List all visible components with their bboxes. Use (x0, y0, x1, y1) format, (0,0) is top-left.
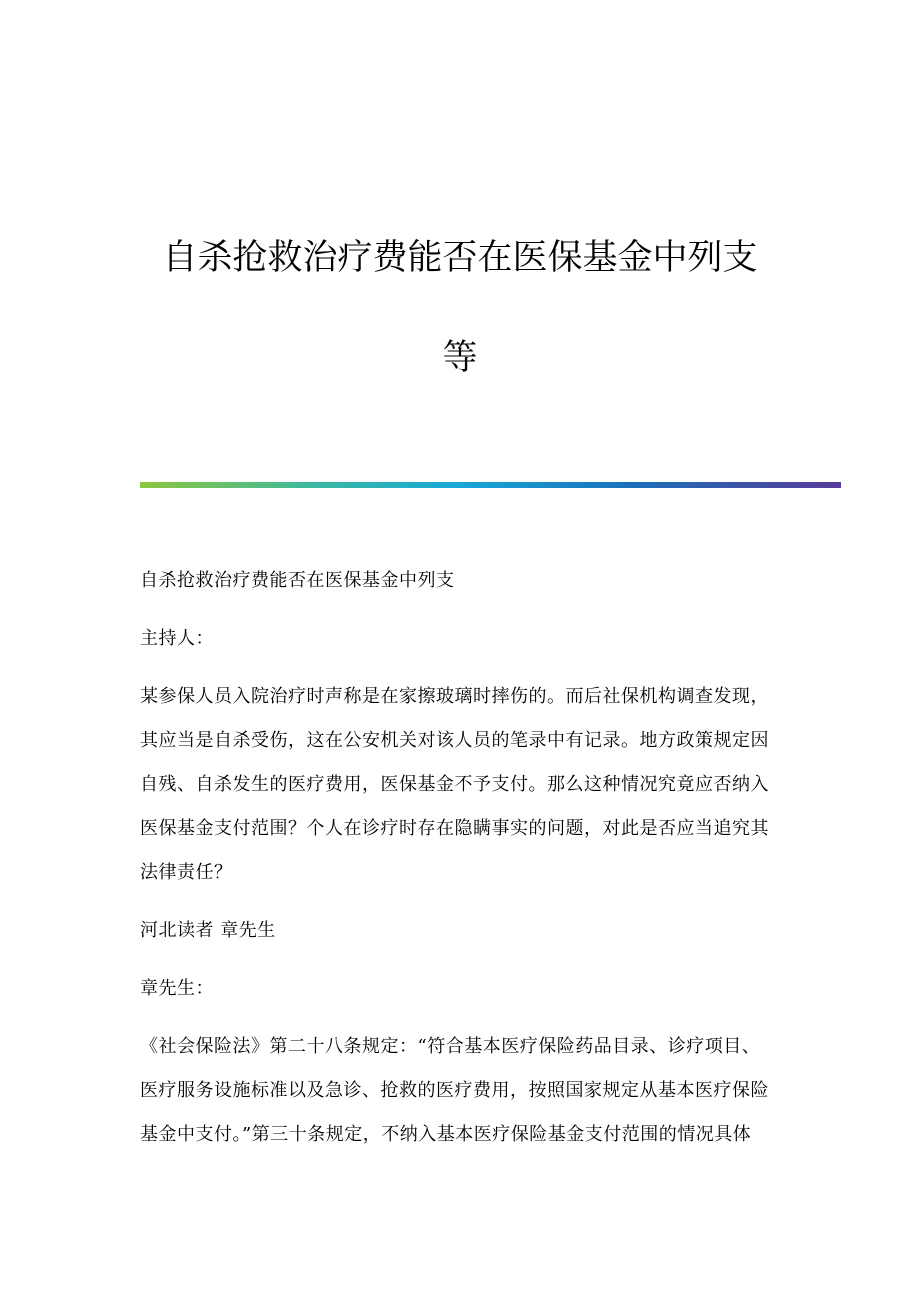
paragraph-line: 其应当是自杀受伤，这在公安机关对该人员的笔录中有记录。地方政策规定因 (140, 730, 769, 751)
paragraph-subtitle (140, 559, 780, 617)
paragraph-question (140, 675, 780, 909)
paragraph-host (140, 617, 780, 675)
title-line-1: 自杀抢救治疗费能否在医保基金中列支 (162, 238, 758, 278)
document-body (140, 559, 780, 1171)
paragraph-line: 法律责任？ (140, 862, 233, 883)
paragraph-answer (140, 1025, 780, 1171)
gradient-divider (140, 482, 841, 488)
paragraph-reader (140, 909, 780, 967)
paragraph-addressee (140, 967, 780, 1025)
paragraph-line: 自残、自杀发生的医疗费用，医保基金不予支付。那么这种情况究竟应否纳入 (140, 774, 769, 795)
paragraph-line: 自杀抢救治疗费能否在医保基金中列支 (140, 570, 455, 591)
paragraph-line: 某参保人员入院治疗时声称是在家擦玻璃时摔伤的。而后社保机构调查发现， (140, 686, 769, 707)
paragraph-line: 医保基金支付范围？个人在诊疗时存在隐瞒事实的问题，对此是否应当追究其 (140, 818, 769, 839)
paragraph-line: 《社会保险法》第二十八条规定：“符合基本医疗保险药品目录、诊疗项目、 (140, 1036, 761, 1057)
paragraph-line: 河北读者 章先生 (140, 920, 276, 941)
paragraph-line: 基金中支付。”第三十条规定，不纳入基本医疗保险基金支付范围的情况具体 (140, 1124, 752, 1145)
paragraph-line: 章先生： (140, 978, 214, 999)
page-title (140, 208, 780, 408)
title-line-2: 等 (442, 338, 478, 378)
paragraph-line: 医疗服务设施标准以及急诊、抢救的医疗费用，按照国家规定从基本医疗保险 (140, 1080, 769, 1101)
paragraph-line: 主持人： (140, 628, 214, 649)
